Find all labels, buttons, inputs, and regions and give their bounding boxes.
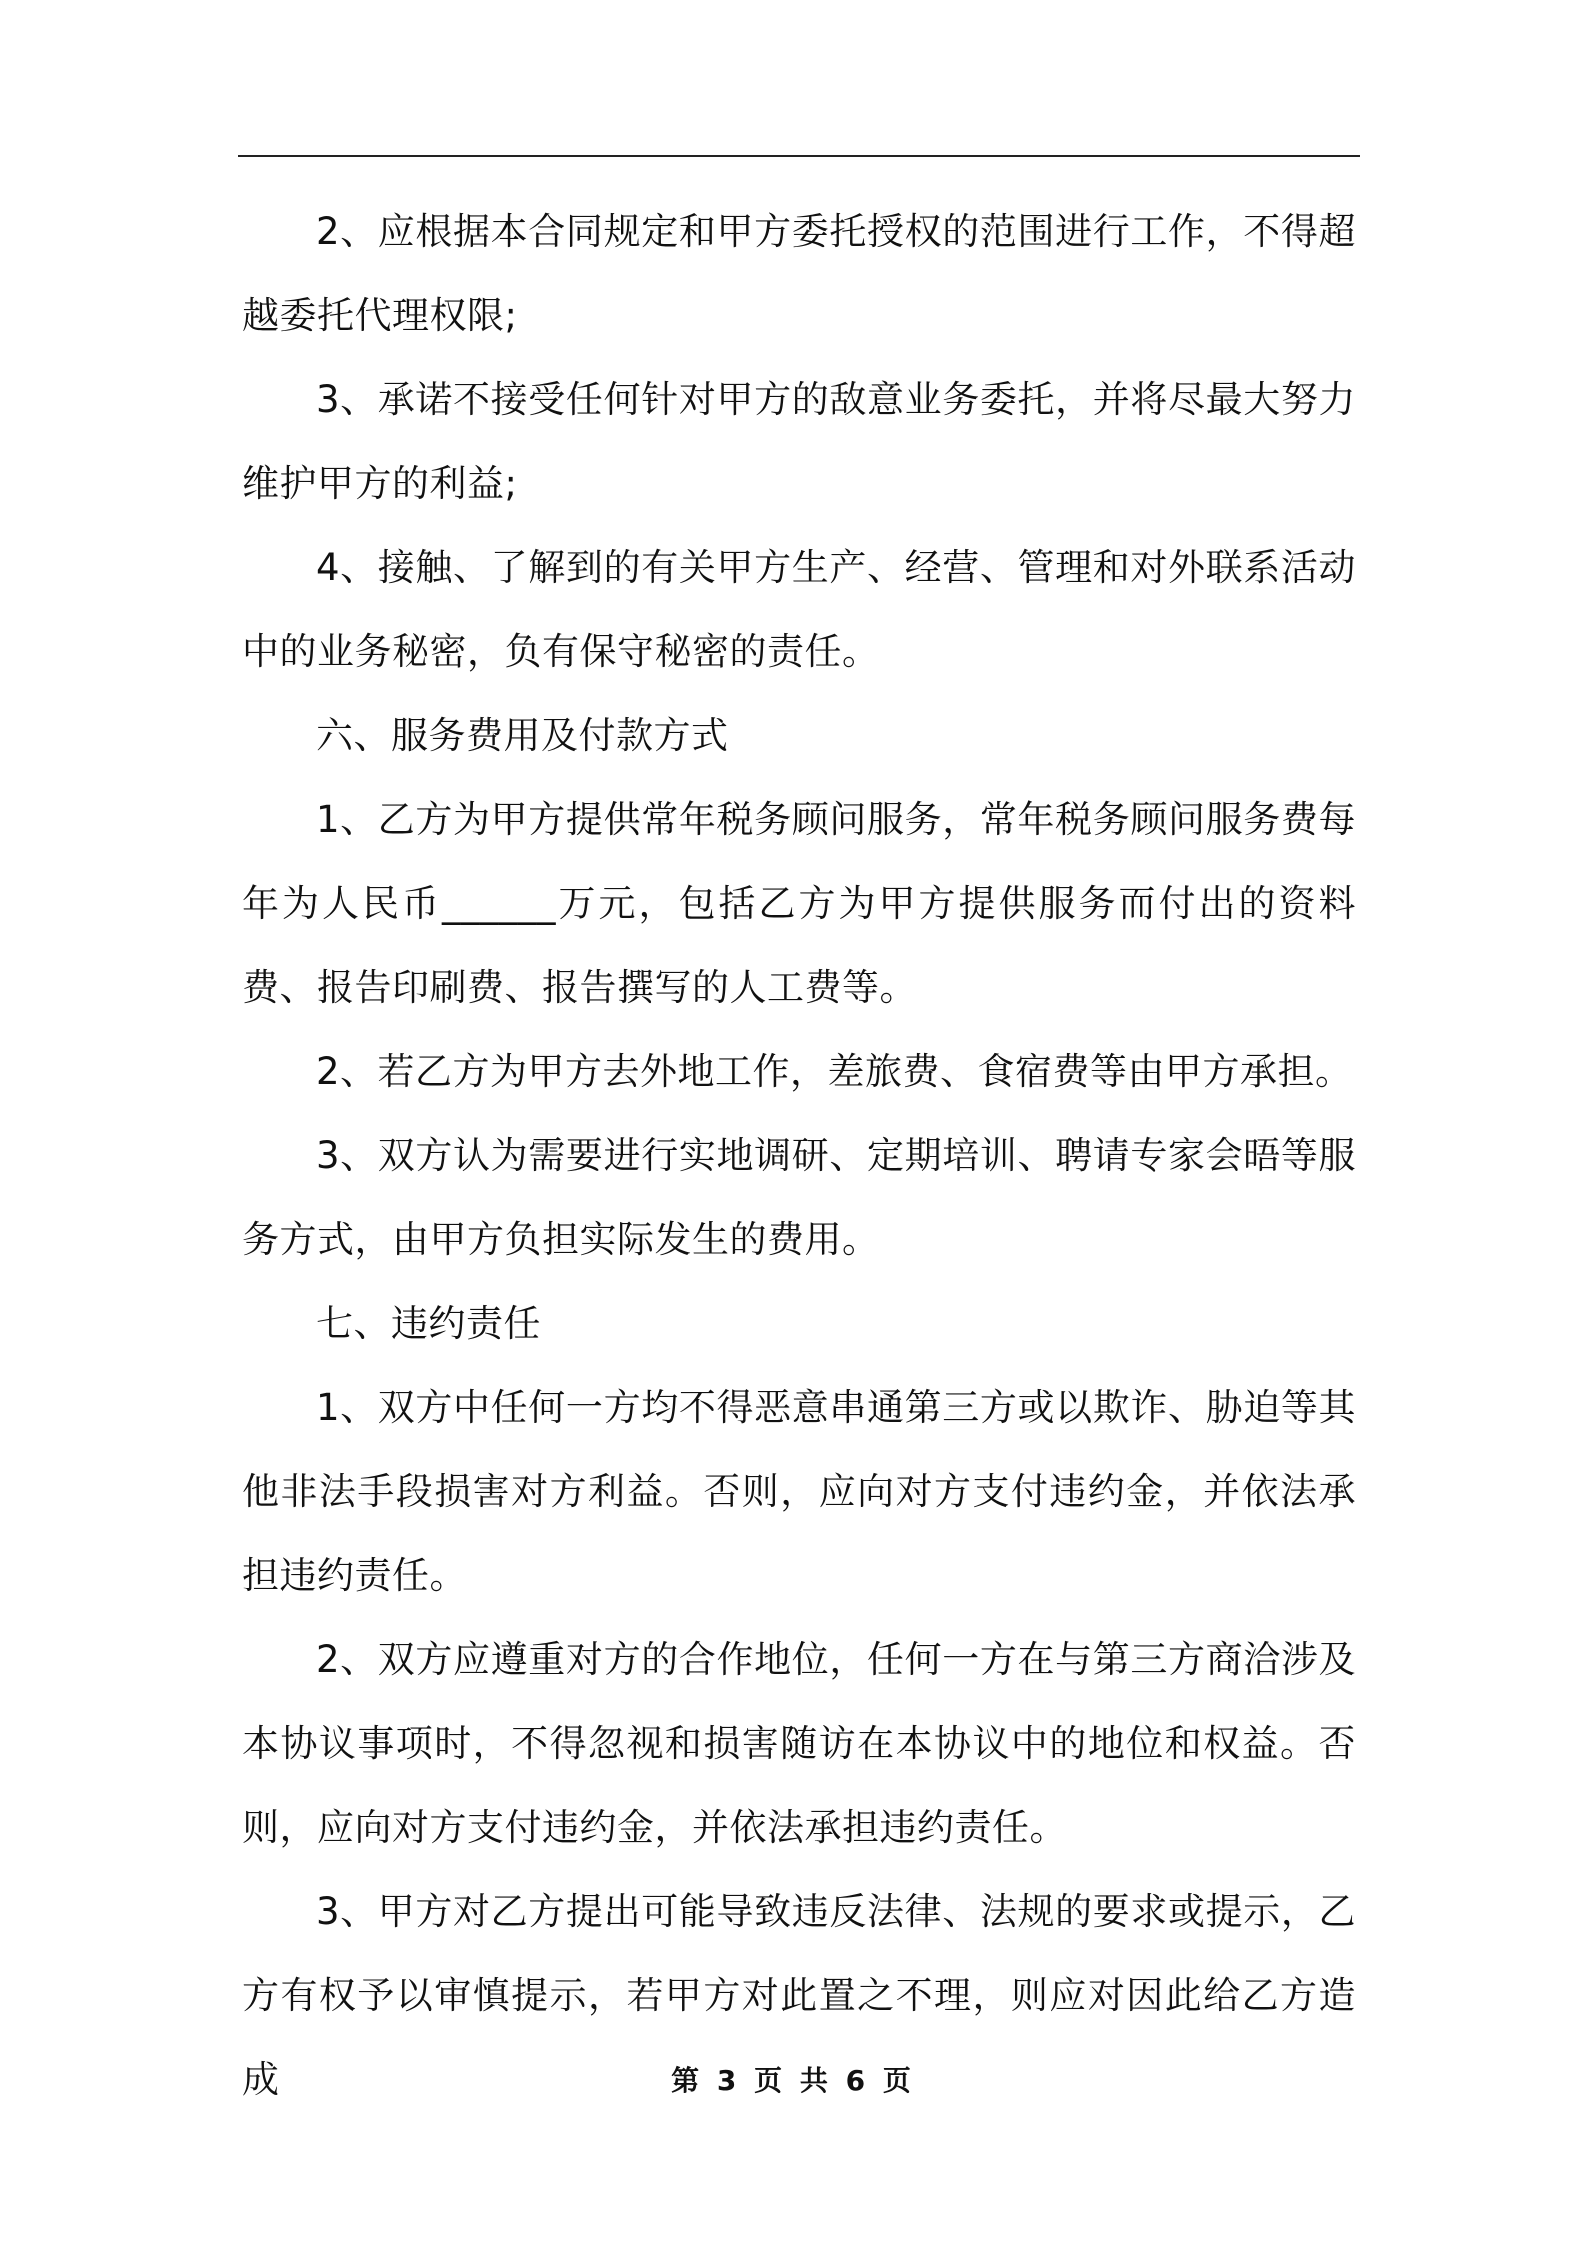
paragraph-liability-2: 2、双方应遵重对方的合作地位，任何一方在与第三方商洽涉及本协议事项时，不得忽视和损害随访在本协议中的地位和权益。否则，应向对方支付违约金，并依法承担违约责任。 [242, 1638, 1356, 1849]
section-heading-liability: 七、违约责任 [316, 1302, 541, 1345]
paragraph-fee-1: 1、乙方为甲方提供常年税务顾问服务，常年税务顾问服务费每年为人民币______万元，包括乙方为甲方提供服务而付出的资料费、报告印刷费、报告撰写的人工费等。 [242, 798, 1356, 1009]
page-number-footer: 第 3 页 共 6 页 [671, 2064, 915, 2097]
header-rule [238, 155, 1360, 157]
paragraph-liability-1: 1、双方中任何一方均不得恶意串通第三方或以欺诈、胁迫等其他非法手段损害对方利益。否则，应向对方支付违约金，并依法承担违约责任。 [242, 1386, 1356, 1597]
paragraph-duty-2: 2、应根据本合同规定和甲方委托授权的范围进行工作，不得超越委托代理权限; [242, 210, 1356, 337]
paragraph-fee-3: 3、双方认为需要进行实地调研、定期培训、聘请专家会晤等服务方式，由甲方负担实际发生的费用。 [242, 1134, 1356, 1261]
paragraph-liability-3: 3、甲方对乙方提出可能导致违反法律、法规的要求或提示，乙方有权予以审慎提示，若甲方对此置之不理，则应对因此给乙方造成 [242, 1890, 1356, 2101]
paragraph-fee-2: 2、若乙方为甲方去外地工作，差旅费、食宿费等由甲方承担。 [316, 1050, 1353, 1093]
document-body [242, 190, 1356, 2122]
paragraph-duty-4: 4、接触、了解到的有关甲方生产、经营、管理和对外联系活动中的业务秘密，负有保守秘密的责任。 [242, 546, 1356, 673]
section-heading-fees: 六、服务费用及付款方式 [316, 714, 729, 757]
paragraph-duty-3: 3、承诺不接受任何针对甲方的敌意业务委托，并将尽最大努力维护甲方的利益; [242, 378, 1356, 505]
